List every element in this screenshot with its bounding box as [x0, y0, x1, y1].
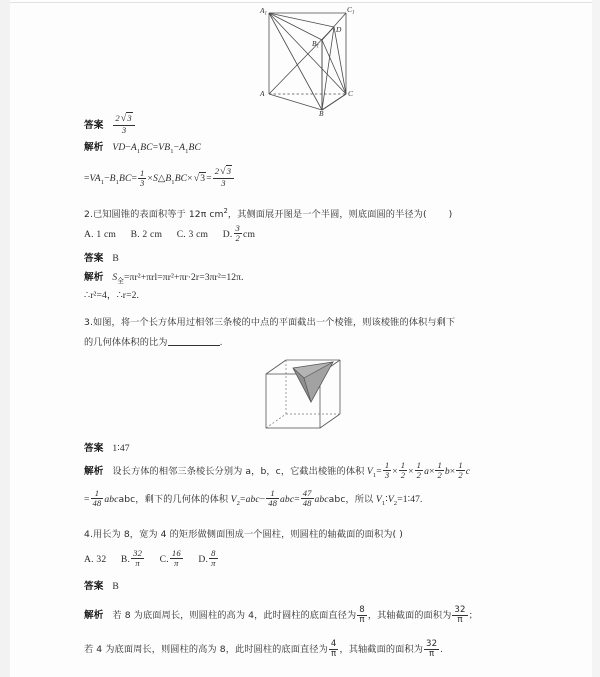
- tetrahedron-shade: [293, 362, 333, 402]
- cuboid-tetrahedron-figure: [248, 356, 358, 436]
- p3-stem-line-2: [84, 336, 536, 350]
- p2-option-d[interactable]: D. $\frac{3}{2}$ cm: [222, 223, 256, 244]
- triangular-prism-figure: [255, 4, 365, 116]
- p2-analysis-rest: =πr²+πrl=πr²+πr·2r=3πr²=12π.: [124, 272, 244, 283]
- p2-option-a[interactable]: A. 1 cm: [84, 228, 117, 240]
- p4-option-b[interactable]: B. $\frac{32}{\pi}$: [120, 548, 143, 569]
- p4-stem: [84, 528, 536, 542]
- p4-analysis-text-1: 若 8 为底面周长，则圆柱的高为 4，此时圆柱的底面直径为 $\frac{8}{\pi}$ ，其轴截面的面积为 $\frac{32}{\pi}$ ；: [112, 605, 478, 626]
- page-left-margin-shade: [0, 0, 10, 677]
- p3-analysis-row-2: [84, 489, 536, 510]
- vertex-label-B1: $B_1$: [312, 39, 320, 50]
- answer-label: 答案: [84, 120, 104, 132]
- p4-stem-text: 4.用长为 8，宽为 4 的矩形做侧面围成一个圆柱，则圆柱的轴截面的面积为( ): [84, 529, 403, 540]
- p2-option-b[interactable]: B. 2 cm: [130, 228, 163, 240]
- p4-option-a[interactable]: A. 32: [84, 553, 107, 565]
- page-top-rule: [10, 2, 592, 3]
- p4-option-c[interactable]: C. $\frac{16}{\pi}$: [159, 548, 181, 569]
- p1-analysis-expr-1: $VD-A_1BC=VB_1-A_1BC$: [112, 142, 201, 155]
- p3-answer-row: [84, 442, 536, 456]
- prism-svg: [255, 4, 365, 116]
- p4-option-d[interactable]: D. $\frac{8}{\pi}$: [198, 548, 216, 569]
- analysis-label: 解析: [84, 272, 104, 283]
- p3-stem-line-1: [84, 316, 536, 330]
- p4-answer-row: [84, 580, 536, 594]
- p1-analysis-row-2: [84, 167, 536, 189]
- answer-label: 答案: [84, 581, 104, 592]
- p1-answer-value: $\frac{2√3}{3}$: [112, 120, 135, 131]
- p2-options: [84, 224, 536, 244]
- p2-answer-value: B: [112, 253, 119, 264]
- p3-analysis-expr-2: = $\frac{1}{48}$ abcabc，剩下的几何体的体积 $V_2=abc-$ $\frac{1}{48}$ abc= $\frac{47}{48}$ abcabc，所以 $V_1∶V_2=1∶47$.: [84, 488, 423, 509]
- p3-stem-text-2: 的几何体体积的比为 .: [84, 337, 223, 348]
- p3-analysis-expr-1: $V_1=$ $\frac{1}{3}$ × $\frac{1}{2}$ × $\frac{1}{2}$ a× $\frac{1}{2}$ b× $\frac{1}{2}$ c: [366, 460, 471, 481]
- p2-stem-text: 2.已知圆锥的表面积等于 12π $cm^2$，其侧面展开图是一个半圆，则底面圆的半径为( ): [84, 207, 453, 221]
- p3-analysis-row-1: [84, 461, 536, 482]
- p2-analysis-row-2: [84, 289, 536, 303]
- p2-answer-row: [84, 252, 536, 266]
- vertex-label-D: D: [336, 25, 342, 34]
- vertex-label-B: B: [319, 109, 324, 116]
- p2-analysis-row-1: [84, 271, 536, 288]
- p4-answer-value: B: [112, 581, 119, 592]
- analysis-label: 解析: [84, 142, 104, 153]
- p1-analysis-expr-2: $=VA_1-B_1BC=$ $\frac{1}{3}$ $\times S\triangle B_1BC\times√3=$ $\frac{2√3}{3}$: [84, 173, 235, 184]
- answer-label: 答案: [84, 253, 104, 264]
- p2-option-c[interactable]: C. 3 cm: [176, 228, 209, 240]
- page-right-margin-shade: [592, 0, 600, 677]
- vertex-label-C1: $C_1$: [347, 5, 355, 16]
- p4-options: [84, 549, 536, 569]
- p4-analysis-row-2: [84, 640, 536, 660]
- vertex-label-C: C: [348, 89, 353, 98]
- p2-analysis-expr-2: ∴r²=4，∴r=2.: [84, 290, 139, 301]
- vertex-label-A1: $A_1$: [260, 6, 268, 17]
- p2-analysis-expr-1: $S_全=\pi r^2+\pi rl=\pi r^2+\pi r\cdot 2r=3\pi r^2=12\pi$.: [112, 272, 244, 285]
- p3-answer-value: 1∶47: [112, 443, 130, 454]
- p4-analysis-text-2: 若 4 为底面周长，则圆柱的高为 8，此时圆柱的底面直径为 $\frac{4}{\pi}$ ，其轴截面的面积为 $\frac{32}{\pi}$ .: [84, 639, 444, 660]
- p1-answer-row: [84, 114, 536, 135]
- p3-analysis-text-1: 设长方体的相邻三条棱长分别为 a，b，c，它截出棱锥的体积: [112, 465, 365, 477]
- vertex-label-A: A: [260, 89, 265, 98]
- p2-stem: [84, 205, 536, 222]
- p3-answer-blank[interactable]: [168, 345, 220, 346]
- p4-analysis-row-1: [84, 606, 536, 626]
- cube-svg: [248, 356, 358, 436]
- analysis-label: 解析: [84, 465, 104, 477]
- p3-stem-text-1: 3.如图，将一个长方体用过相邻三条棱的中点的平面截出一个棱锥，则该棱锥的体积与剩下: [84, 317, 456, 328]
- p1-analysis-row-1: [84, 141, 536, 158]
- analysis-label: 解析: [84, 609, 104, 621]
- answer-label: 答案: [84, 443, 104, 454]
